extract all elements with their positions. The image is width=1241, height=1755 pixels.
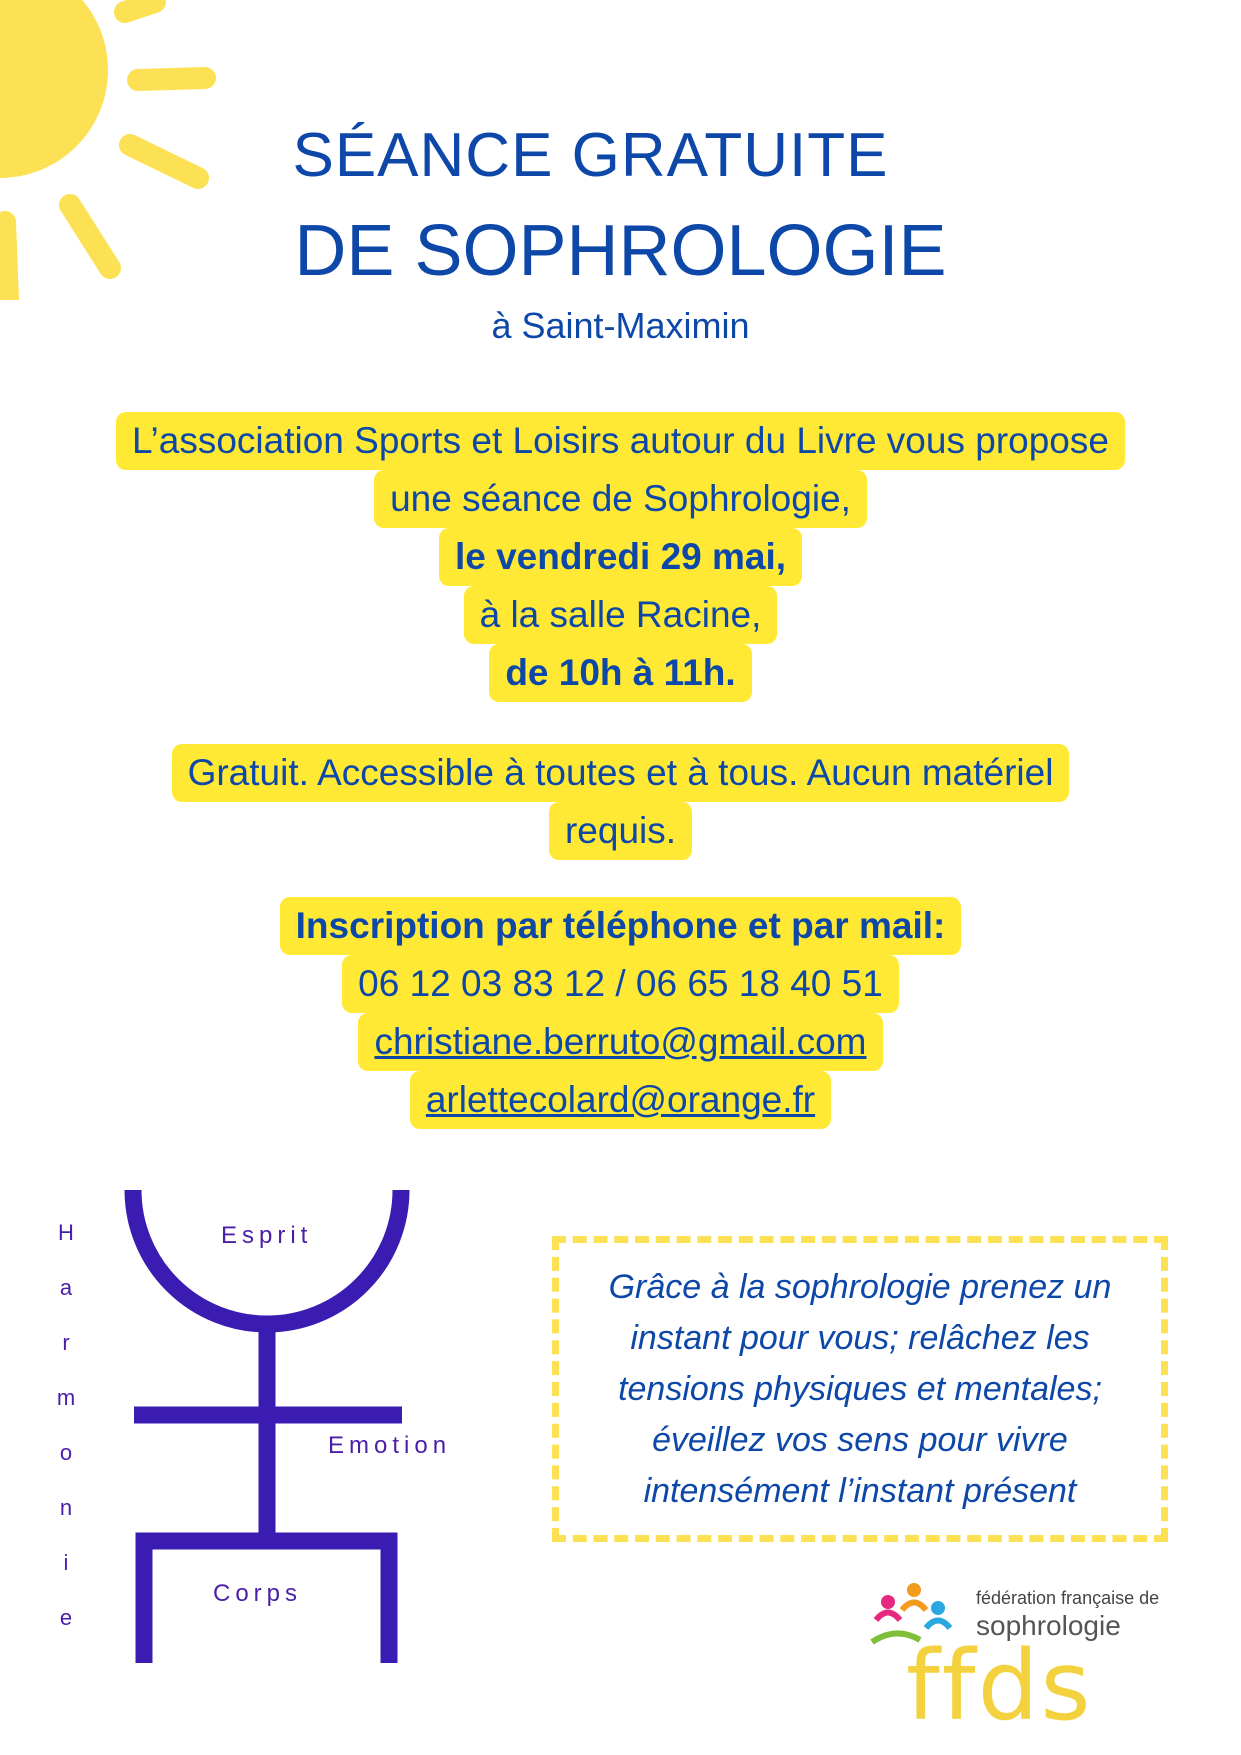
event-time: de 10h à 11h. <box>489 644 751 702</box>
quote-line-5: intensément l’instant présent <box>643 1471 1077 1510</box>
quote-frame <box>552 1236 1168 1542</box>
harmonie-letter: r <box>62 1330 70 1355</box>
ffds-sophrologie-text: sophrologie <box>976 1610 1121 1641</box>
announcement-line-1: L’association Sports et Loisirs autour du Livre vous propose <box>116 412 1125 470</box>
ffds-federation-text: fédération française de <box>976 1588 1160 1608</box>
event-place: à la salle Racine, <box>464 586 778 644</box>
event-date: le vendredi 29 mai, <box>439 528 802 586</box>
harmonie-letter: n <box>59 1495 73 1520</box>
quote-line-1: Grâce à la sophrologie prenez un <box>608 1267 1112 1306</box>
ffds-acronym: ffds <box>906 1630 1093 1742</box>
registration-block <box>0 897 1241 1129</box>
quote-text <box>589 1262 1132 1517</box>
registration-heading: Inscription par téléphone et par mail: <box>280 897 962 955</box>
location-subtitle: à Saint-Maximin <box>491 305 750 346</box>
email-link-christiane[interactable]: christiane.berruto@gmail.com <box>358 1013 882 1071</box>
label-corps: Corps <box>213 1580 303 1607</box>
quote-line-4: éveillez vos sens pour vivre <box>652 1420 1068 1459</box>
harmonie-letter: o <box>59 1440 73 1465</box>
announcement-line-2: une séance de Sophrologie, <box>374 470 867 528</box>
title-line-1: SÉANCE GRATUITE <box>292 121 889 190</box>
quote-line-3: tensions physiques et mentales; <box>618 1369 1102 1408</box>
harmonie-letter: a <box>59 1275 73 1300</box>
harmonie-vertical-word <box>56 1220 76 1660</box>
ffds-logo <box>866 1580 1186 1742</box>
harmonie-letter: e <box>59 1605 73 1630</box>
announcement-block <box>0 412 1241 702</box>
harmonie-letter: H <box>58 1220 74 1245</box>
title-line-2: DE SOPHROLOGIE <box>294 211 947 291</box>
info-block <box>0 744 1241 860</box>
info-line-1: Gratuit. Accessible à toutes et à tous. Aucun matériel <box>172 744 1070 802</box>
label-emotion: Emotion <box>328 1432 452 1459</box>
info-line-2: requis. <box>549 802 692 860</box>
label-esprit: Esprit <box>221 1222 313 1249</box>
phone-numbers: 06 12 03 83 12 / 06 65 18 40 51 <box>342 955 899 1013</box>
harmonie-letter: m <box>56 1385 76 1410</box>
harmonie-letter: i <box>63 1550 69 1575</box>
quote-line-2: instant pour vous; relâchez les <box>630 1318 1090 1357</box>
email-link-arlette[interactable]: arlettecolard@orange.fr <box>410 1071 831 1129</box>
